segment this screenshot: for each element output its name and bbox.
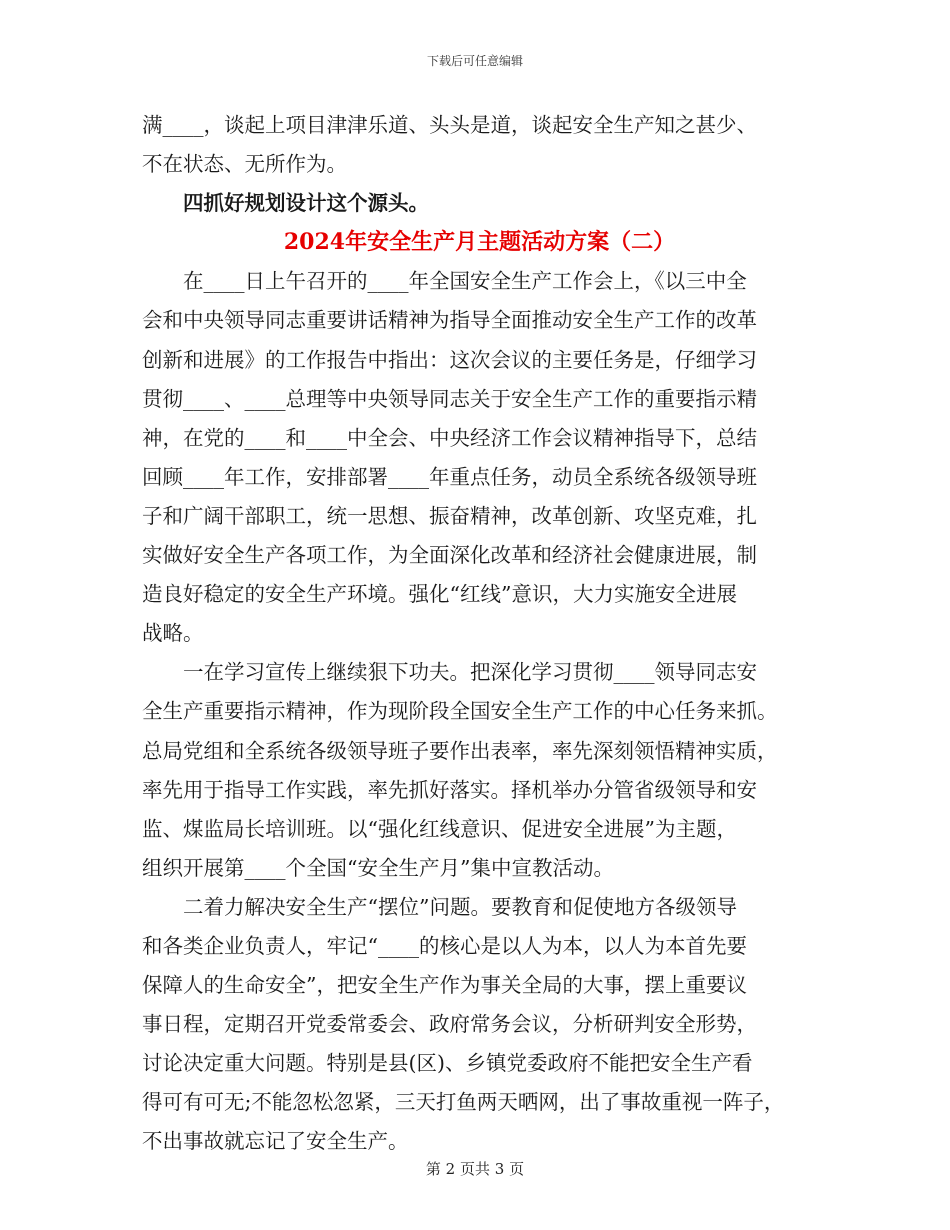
text-line: 全生产重要指示精神，作为现阶段全国安全生产工作的中心任务来抓。 (142, 699, 778, 724)
text-line: 神，在党的____和____中全会、中央经济工作会议精神指导下，总结 (142, 425, 757, 450)
paragraph-first-line: 在____日上午召开的____年全国安全生产工作会上，《以三中全 (183, 269, 747, 294)
text-line: 回顾____年工作，安排部署____年重点任务，动员全系统各级领导班 (142, 464, 757, 489)
text-line: 讨论决定重大问题。特别是县(区)、乡镇党委政府不能把安全生产看 (142, 1051, 753, 1076)
page-header-note: 下载后可任意编辑 (426, 54, 523, 68)
text-line: 监、煤监局长培训班。以“强化红线意识、促进安全进展”为主题， (142, 816, 737, 841)
text-line: 贯彻____、____总理等中央领导同志关于安全生产工作的重要指示精 (142, 386, 757, 411)
section-heading: 四抓好规划设计这个源头。 (183, 191, 429, 216)
text-line: 创新和进展》的工作报告中指出：这次会议的主要任务是，仔细学习 (142, 347, 757, 372)
paragraph-first-line: 二着力解决安全生产“摆位”问题。要教育和促使地方各级领导 (183, 894, 737, 919)
text-line: 满____，谈起上项目津津乐道、头头是道，谈起安全生产知之甚少、 (142, 113, 757, 137)
text-line: 造良好稳定的安全生产环境。强化“红线”意识，大力实施安全进展 (142, 582, 737, 607)
text-line: 事日程，定期召开党委常委会、政府常务会议，分析研判安全形势， (142, 1012, 757, 1037)
text-line: 得可有可无;不能忽松忽紧，三天打鱼两天晒网，出了事故重视一阵子， (142, 1090, 785, 1115)
page-number: 第 2 页共 3 页 (425, 1160, 525, 1178)
text-line: 率先用于指导工作实践，率先抓好落实。择机举办分管省级领导和安 (142, 777, 757, 802)
document-body (142, 106, 817, 1162)
document-title: 2024年安全生产月主题活动方案（二） (283, 229, 676, 256)
text-line: 不在状态、无所作为。 (142, 152, 347, 177)
text-line: 总局党组和全系统各级领导班子要作出表率，率先深刻领悟精神实质， (142, 738, 778, 763)
text-line: 战略。 (142, 621, 204, 646)
text-line: 组织开展第____个全国“安全生产月”集中宣教活动。 (142, 855, 614, 880)
text-line: 实做好安全生产各项工作，为全面深化改革和经济社会健康进展，制 (142, 543, 757, 568)
text-line: 和各类企业负责人，牢记“____的核心是以人为本，以人为本首先要 (142, 933, 747, 958)
text-line: 保障人的生命安全”，把安全生产作为事关全局的大事，摆上重要议 (142, 973, 747, 998)
paragraph-first-line: 一在学习宣传上继续狠下功夫。把深化学习贯彻____领导同志安 (183, 660, 757, 685)
text-line: 不出事故就忘记了安全生产。 (142, 1129, 409, 1154)
text-line: 会和中央领导同志重要讲话精神为指导全面推动安全生产工作的改革 (142, 308, 757, 333)
text-line: 子和广阔干部职工，统一思想、振奋精神，改革创新、攻坚克难，扎 (142, 503, 757, 528)
